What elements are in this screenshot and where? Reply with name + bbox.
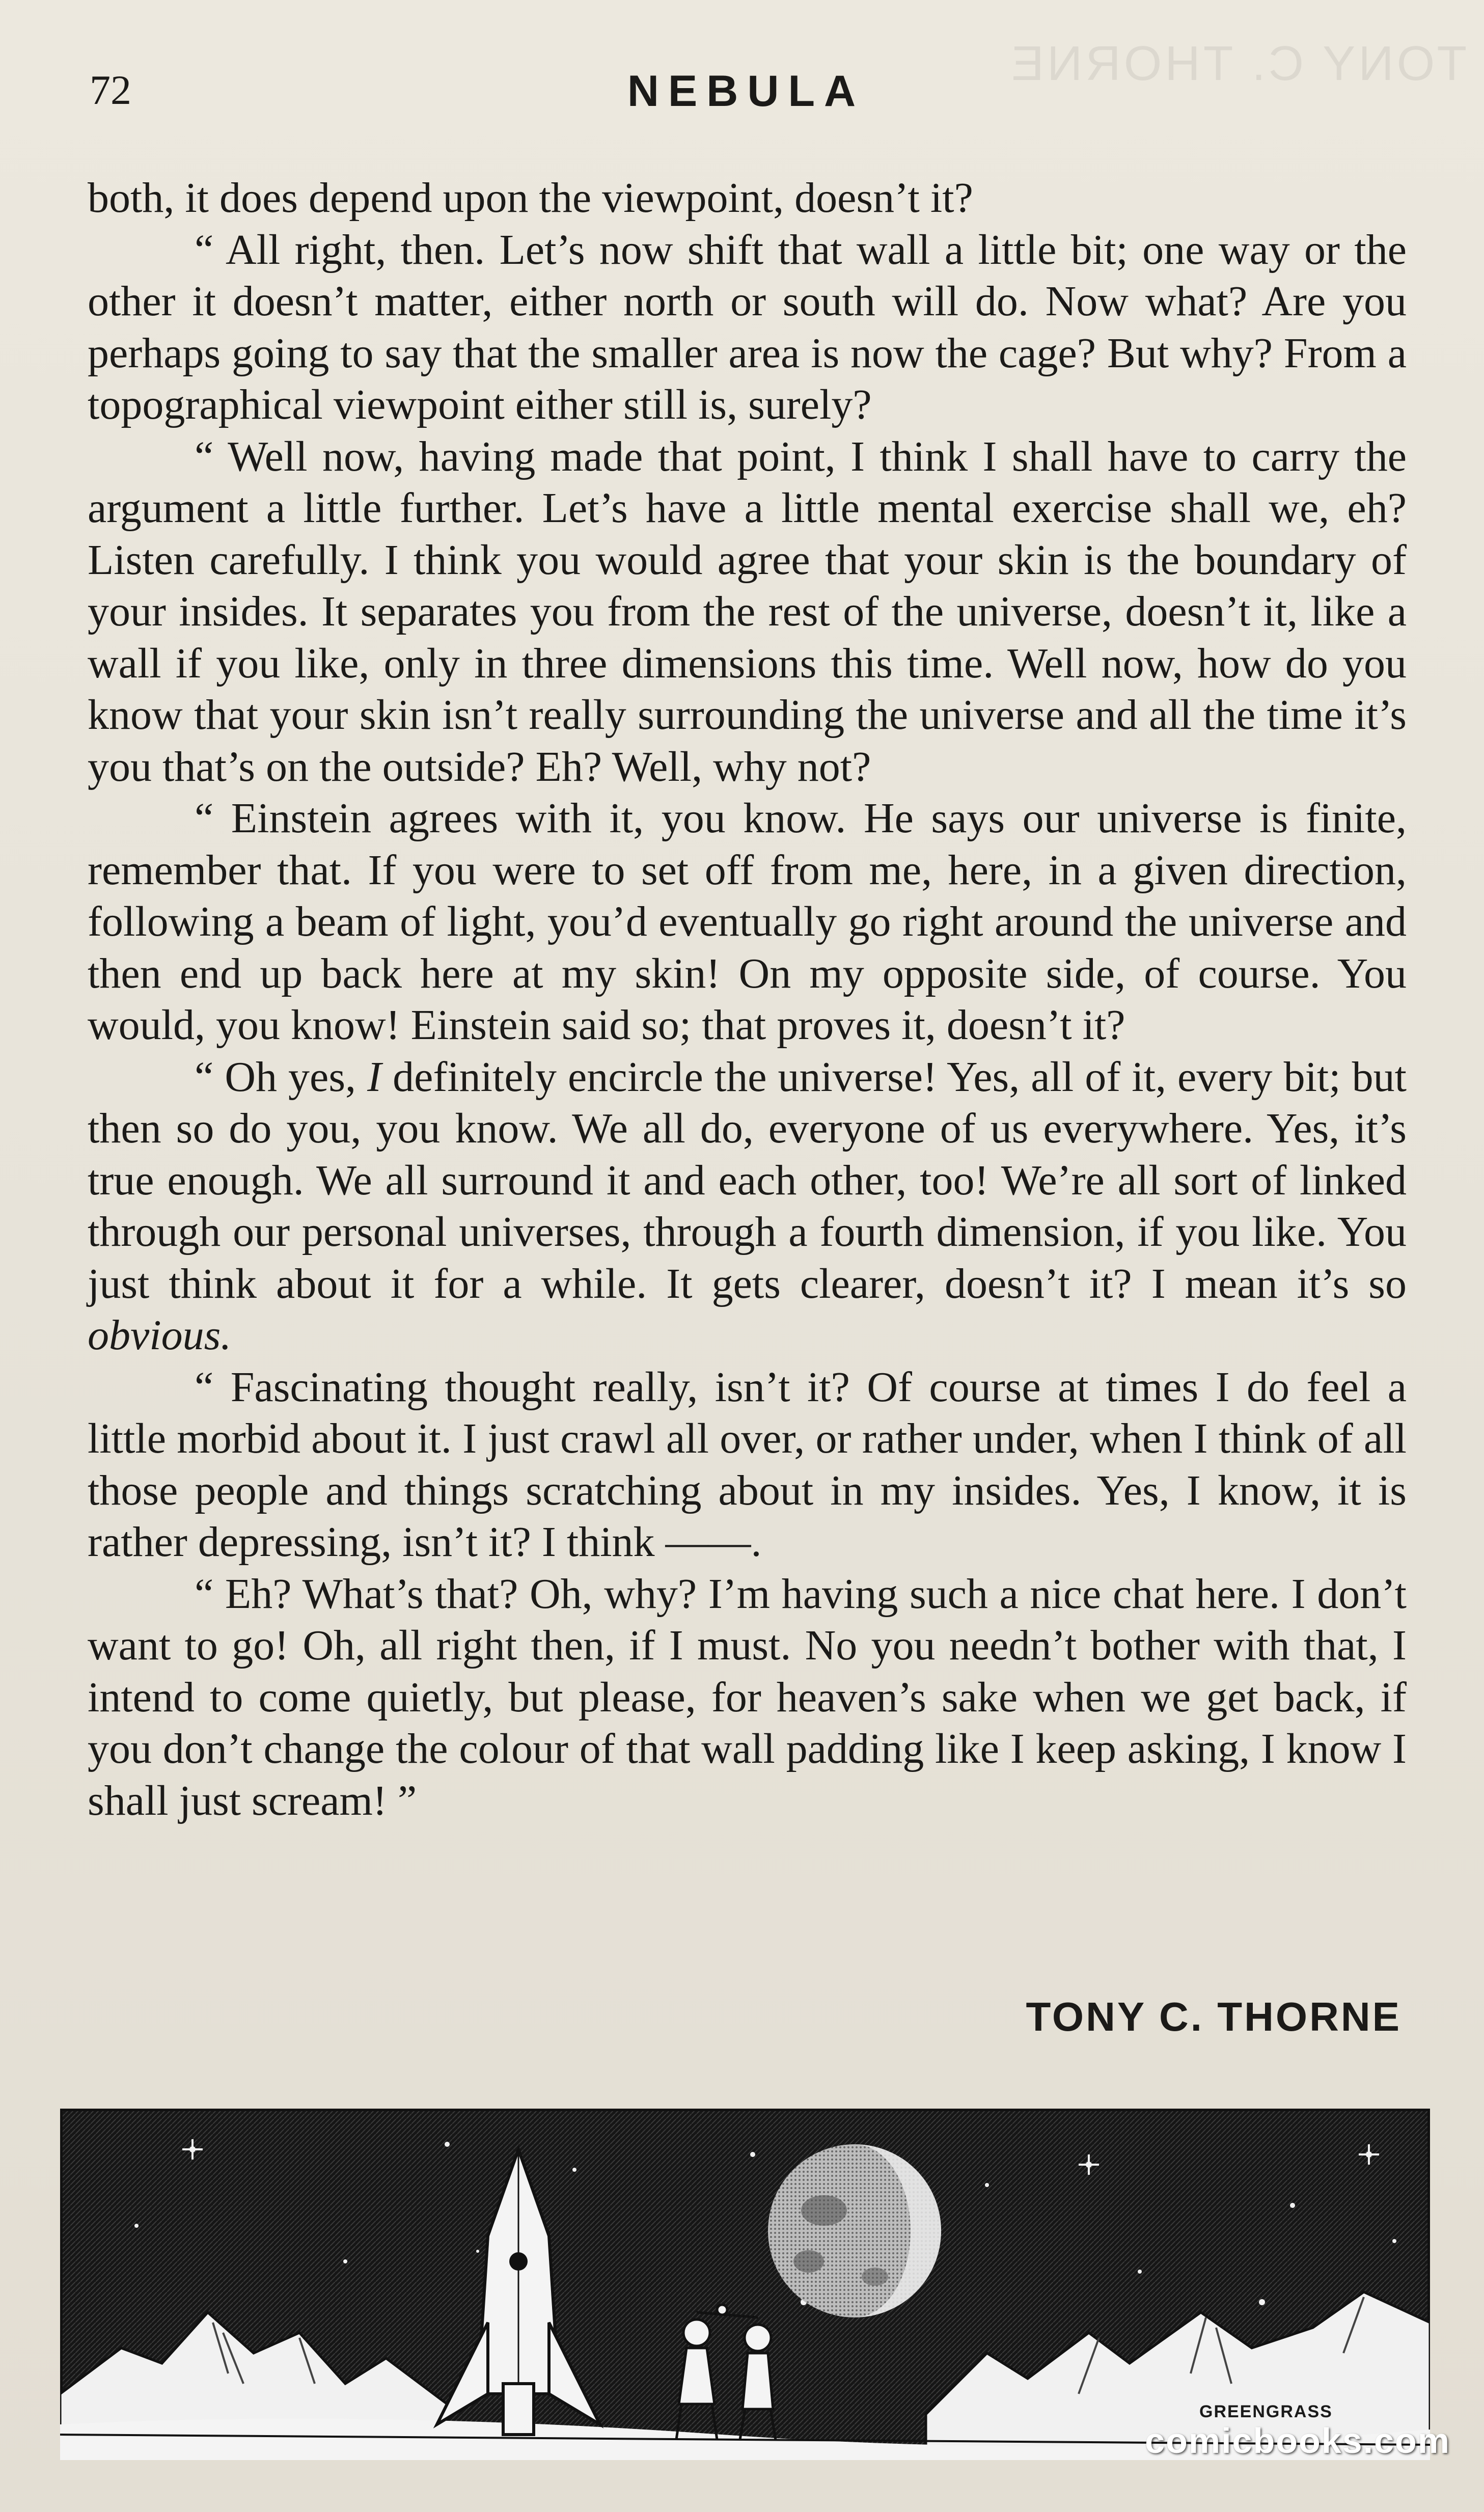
bleed-through-text: TONY C. THORNE: [1008, 36, 1467, 91]
paragraph: “ Fascinating thought really, isn’t it? Of course at times I do feel a little morbid about it. I just crawl all over, or rather under, when I think of all those people and things scratching about in my insides. Yes, I know, it is rather depressing, isn’t it? I think ——.: [88, 1363, 1407, 1566]
artist-signature: GREENGRASS: [1199, 2402, 1333, 2421]
emphasis-text: I: [367, 1053, 382, 1101]
paragraph: “ All right, then. Let’s now shift that wall a little bit; one way or the other it doesn’t matter, either north or south will do. Now what? Are you perhaps going to say that the smaller area is now the cage? But why? From a topographical viewpoint either still is, surely?: [88, 226, 1407, 428]
paragraph-text: definitely encircle the universe! Yes, all of it, every bit; but then so do you, you know. We all do, everyone of us everywhere. Yes, it’s true enough. We all surround it and each other, too! We’re all sort of linked through our personal universes, through a fourth dimension, if you like. You just think about it for a while. It gets clearer, doesn’t it? I mean it’s so: [88, 1053, 1407, 1307]
paragraph: “ Einstein agrees with it, you know. He says our universe is finite, remember that. If you were to set off from me, here, in a given direction, following a beam of light, you’d eventually go right around the universe and then end up back here at my skin! On my opposite side, of course. You would, you know! Einstein said so; that proves it, doesn’t it?: [88, 795, 1407, 1049]
paragraph: “ Well now, having made that point, I think I shall have to carry the argument a little further. Let’s have a little mental exercise shall we, eh? Listen carefully. I think you would agree that your skin is the boundary of your insides. It separates you from the rest of the universe, doesn’t it, like a wall if you like, only in three dimensions this time. Well now, how do you know that your skin isn’t really surrounding the universe and all the time it’s you that’s on the outside? Eh? Well, why not?: [88, 432, 1407, 790]
page-header: [87, 61, 1406, 127]
magazine-title: NEBULA: [627, 67, 865, 116]
watermark: comicbooks.com: [1145, 2421, 1450, 2461]
paragraph: both, it does depend upon the viewpoint, doesn’t it?: [88, 174, 973, 222]
page-number: 72: [90, 67, 131, 113]
author-byline: TONY C. THORNE: [1026, 1994, 1401, 2039]
moon: [768, 2144, 941, 2317]
emphasis-text: obvious.: [88, 1312, 232, 1359]
story-text: [88, 172, 1407, 1826]
paragraph: “ Eh? What’s that? Oh, why? I’m having such a nice chat here. I don’t want to go! Oh, all right then, if I must. No you needn’t bother with that, I intend to come quietly, but please, for heaven’s sake when we get back, if you don’t change the colour of that wall padding like I keep asking, I know I shall just scream! ”: [88, 1570, 1407, 1824]
paragraph: [88, 1051, 1407, 1361]
paragraph-text: “ Oh yes,: [195, 1053, 368, 1101]
